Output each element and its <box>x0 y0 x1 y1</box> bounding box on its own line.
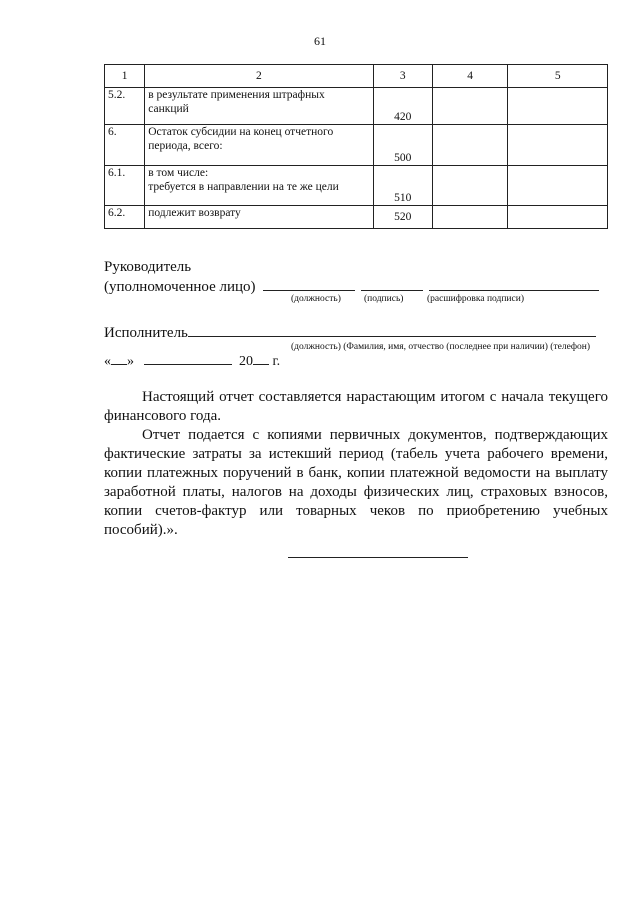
row-code: 500 <box>373 125 432 166</box>
row-value-4 <box>432 88 507 125</box>
page-number: 61 <box>314 34 326 48</box>
date-month-line <box>144 352 232 365</box>
row-name-line: Остаток субсидии на конец отчетного <box>148 126 334 138</box>
head-signature-line <box>361 276 423 291</box>
executor-row <box>104 322 596 342</box>
date-row <box>104 352 280 370</box>
header-cell-1: 1 <box>105 65 145 88</box>
row-value-5 <box>508 206 608 229</box>
row-name-line: в том числе: <box>148 167 209 179</box>
row-name-line: санкций <box>148 103 189 115</box>
table-row <box>105 166 608 206</box>
head-label-line2: (уполномоченное лицо) <box>104 279 256 295</box>
row-value-5 <box>508 166 608 206</box>
executor-line <box>188 322 596 337</box>
end-rule <box>288 557 468 558</box>
row-code: 420 <box>373 88 432 125</box>
row-value-5 <box>508 88 608 125</box>
row-value-4 <box>432 125 507 166</box>
row-name-line: в результате применения штрафных <box>148 89 325 101</box>
row-code: 510 <box>373 166 432 206</box>
head-caption-position: (должность) <box>291 294 341 304</box>
header-cell-5: 5 <box>508 65 608 88</box>
executor-label: Исполнитель <box>104 325 188 341</box>
report-table <box>104 64 608 229</box>
row-name-line: периода, всего: <box>148 140 223 152</box>
row-name: подлежит возврату <box>145 206 373 229</box>
row-number: 5.2. <box>105 88 145 125</box>
head-label <box>104 258 608 296</box>
row-number: 6. <box>105 125 145 166</box>
head-caption-decoding: (расшифровка подписи) <box>427 294 524 304</box>
date-quote-open: « <box>104 354 111 369</box>
row-number: 6.1. <box>105 166 145 206</box>
paragraph-cumulative: Настоящий отчет составляется нарастающим итогом с начала текущего финансового года. <box>104 389 608 424</box>
table-header-row <box>105 65 608 88</box>
row-code: 520 <box>373 206 432 229</box>
row-name-line: требуется в направлении на те же цели <box>148 181 339 193</box>
head-label-line1: Руководитель <box>104 259 192 275</box>
row-name <box>145 88 373 125</box>
row-value-5 <box>508 125 608 166</box>
header-cell-4: 4 <box>432 65 507 88</box>
executor-caption: (должность) (Фамилия, имя, отчество (последнее при наличии) (телефон) <box>291 342 591 352</box>
row-name <box>145 125 373 166</box>
table-row <box>105 125 608 166</box>
row-number: 6.2. <box>105 206 145 229</box>
date-year-line <box>253 352 269 365</box>
table-row <box>105 206 608 229</box>
row-value-4 <box>432 166 507 206</box>
head-decoding-line <box>429 276 599 291</box>
row-name <box>145 166 373 206</box>
header-cell-3: 3 <box>373 65 432 88</box>
date-year-suffix: г. <box>272 354 281 369</box>
date-year-prefix: 20 <box>239 354 253 369</box>
head-caption-signature: (подпись) <box>364 294 404 304</box>
table-row <box>105 88 608 125</box>
header-cell-2: 2 <box>145 65 373 88</box>
row-value-4 <box>432 206 507 229</box>
date-day-line <box>111 352 127 365</box>
paragraph-documents: Отчет подается с копиями первичных документов, подтверждающих фактические затраты за истекший период (табель учета рабочего времени, копии платежных поручений в банк, копии платежной ведомости на выплату заработной платы, налогов на доходы физических лиц, страховых взносов, копии счетов-фактур или товарных чеков по приобретению учебных пособий).». <box>104 427 608 538</box>
date-quote-close: » <box>127 354 134 369</box>
head-position-line <box>263 276 355 291</box>
